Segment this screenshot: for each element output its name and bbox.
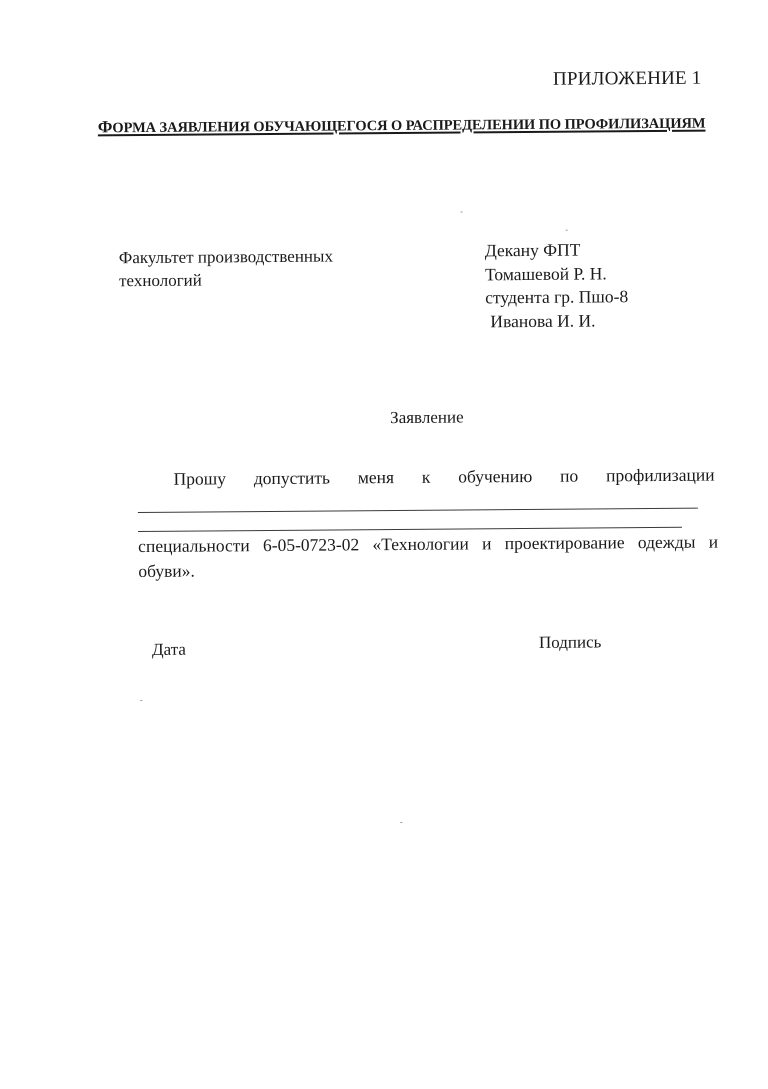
addressee-dean: Декану ФПТ	[484, 239, 581, 261]
request-line	[138, 465, 715, 491]
scan-speck	[461, 212, 463, 213]
scan-speck	[400, 822, 402, 823]
signature-label: Подпись	[538, 632, 602, 652]
form-title-first-letter: Ф	[97, 117, 113, 137]
addressee-block	[485, 238, 629, 333]
fill-in-line-1[interactable]	[138, 508, 698, 514]
request-word: по	[560, 465, 579, 486]
faculty-line-1: Факультет производственных	[118, 246, 333, 268]
date-label: Дата	[151, 639, 186, 659]
request-word: обучению	[458, 465, 533, 487]
scan-speck	[566, 230, 568, 231]
faculty-block	[119, 245, 333, 293]
addressee-student-group: студента гр. Пшо-8	[485, 286, 629, 308]
faculty-line-2: технологий	[118, 270, 202, 291]
addressee-student-name: Иванова И. И.	[490, 309, 596, 331]
request-word: меня	[357, 467, 395, 488]
appendix-label: ПРИЛОЖЕНИЕ 1	[552, 67, 702, 90]
form-title	[98, 113, 706, 138]
scan-speck	[140, 700, 142, 701]
request-word: допустить	[253, 467, 331, 489]
statement-heading: Заявление	[390, 407, 464, 428]
request-word: Прошу	[173, 468, 227, 489]
request-word: к	[421, 466, 431, 487]
specialty-text: специальности 6-05-0723-02 «Технологии и проектирование одежды и обуви».	[138, 531, 719, 582]
addressee-dean-name: Томашевой Р. Н.	[484, 262, 607, 284]
request-word: профилизации	[605, 464, 715, 486]
form-title-rest: ОРМА ЗАЯВЛЕНИЯ ОБУЧАЮЩЕГОСЯ О РАСПРЕДЕЛЕНИИ ПО ПРОФИЛИЗАЦИЯМ	[112, 115, 706, 137]
